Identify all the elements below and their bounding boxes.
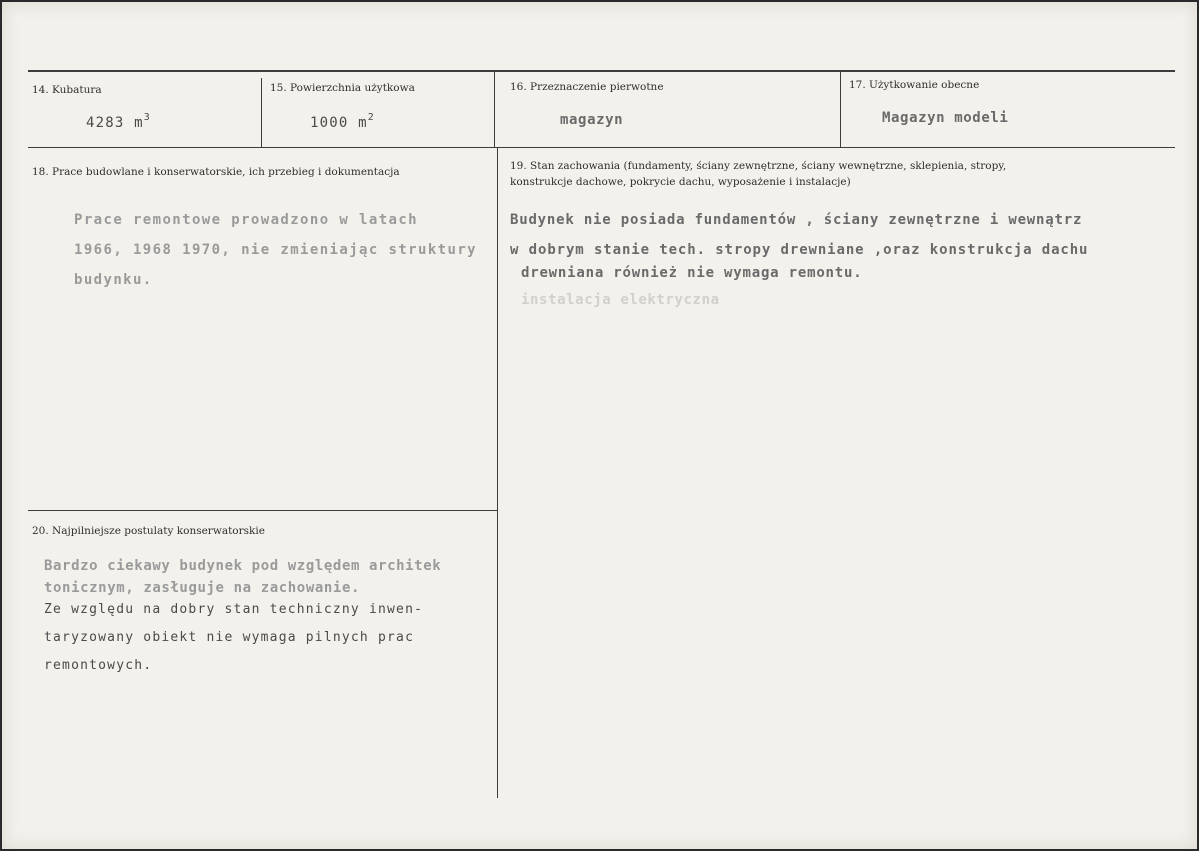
sep-15-16 [494, 72, 495, 148]
prace-label: 18. Prace budowlane i konserwatorskie, ich przebieg i dokumentacja [32, 166, 400, 178]
sep-main [497, 148, 498, 798]
inventory-card [2, 2, 1197, 849]
stan-line-1: Budynek nie posiada fundamentów , ściany zewnętrzne i wewnątrz [510, 212, 1083, 228]
stan-line-2: w dobrym stanie tech. stropy drewniane ,oraz konstrukcja dachu [510, 242, 1089, 258]
uzytkowanie-value: Magazyn modeli [882, 110, 1009, 126]
przeznaczenie-value: magazyn [560, 112, 624, 128]
prace-line-1: Prace remontowe prowadzono w latach [74, 212, 419, 228]
sep-14-15 [261, 78, 262, 148]
postulaty-line-1: Bardzo ciekawy budynek pod względem architek [44, 558, 442, 574]
postulaty-line-5: remontowych. [44, 658, 153, 673]
kubatura-label: 14. Kubatura [32, 84, 102, 96]
postulaty-label: 20. Najpilniejsze postulaty konserwatorskie [32, 525, 265, 537]
stan-label-1: 19. Stan zachowania (fundamenty, ściany zewnętrzne, ściany wewnętrzne, sklepienia, stropy, [510, 160, 1007, 172]
uzytkowanie-label: 17. Użytkowanie obecne [849, 79, 980, 91]
prace-line-2: 1966, 1968 1970, nie zmieniając struktury [74, 242, 477, 258]
prace-line-3: budynku. [74, 272, 153, 288]
powierzchnia-number: 1000 m [310, 115, 368, 131]
kubatura-value [86, 112, 151, 131]
sep-16-17 [840, 72, 841, 148]
powierzchnia-value [310, 112, 375, 131]
postulaty-line-2: tonicznym, zasługuje na zachowanie. [44, 580, 361, 596]
kubatura-number: 4283 m [86, 115, 144, 131]
przeznaczenie-label: 16. Przeznaczenie pierwotne [510, 81, 664, 93]
kubatura-exponent: 3 [143, 112, 152, 123]
stan-line-4: instalacja elektryczna [521, 292, 720, 308]
powierzchnia-exponent: 2 [367, 112, 376, 123]
row1-rule [28, 147, 1175, 148]
postulaty-line-4: taryzowany obiekt nie wymaga pilnych prac [44, 630, 415, 645]
powierzchnia-label: 15. Powierzchnia użytkowa [270, 82, 415, 94]
row20-rule [28, 510, 497, 511]
stan-line-3: drewniana również nie wymaga remontu. [521, 265, 863, 281]
postulaty-line-3: Ze względu na dobry stan techniczny inwen- [44, 602, 424, 617]
top-rule [28, 70, 1175, 72]
stan-label-2: konstrukcje dachowe, pokrycie dachu, wyposażenie i instalacje) [510, 176, 851, 188]
